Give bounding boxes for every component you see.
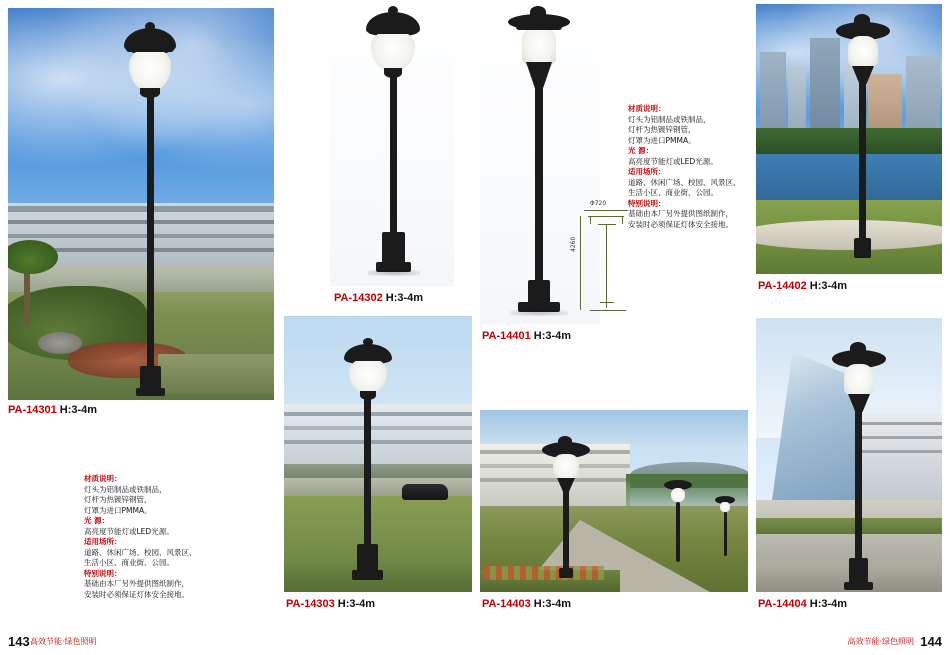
lamp-finial <box>363 338 373 346</box>
caption-pa-14402 <box>758 280 847 292</box>
spec-line: 生活小区、商业街、公园。 <box>628 188 718 197</box>
dimension-label-diameter: Φ720 <box>590 200 607 207</box>
lamp-base <box>382 232 405 266</box>
lamp-pole <box>676 502 680 562</box>
spec-line: 生活小区、商业街、公园。 <box>84 558 174 567</box>
spec-line: 道路、休闲广场、校园、风景区、 <box>628 177 741 187</box>
spec-line: 适用场所： <box>628 167 666 176</box>
lamp-illustration-mid <box>660 476 696 568</box>
spec-line: 灯杆为热镀锌钢管， <box>628 125 696 134</box>
lamp-base-foot <box>136 388 165 396</box>
lamp-finial <box>530 6 546 18</box>
spec-line: 适用场所： <box>84 537 122 546</box>
product-code: PA-14301 <box>8 404 57 416</box>
spec-line: 光 源： <box>628 146 654 155</box>
lamp-skirt <box>526 62 552 88</box>
lamp-finial <box>145 22 155 31</box>
caption-pa-14404 <box>758 598 847 610</box>
spec-line: 基础由本厂另外提供图纸制作， <box>84 579 189 588</box>
spec-line: 高亮度节能灯或LED光源。 <box>628 156 718 166</box>
lamp-diffuser <box>848 36 878 68</box>
product-photo-pa-14404 <box>756 318 942 592</box>
lamp-finial <box>854 14 870 26</box>
spec-line: 灯罩为进口PMMA。 <box>84 505 152 515</box>
spec-line: 材质说明： <box>628 104 666 113</box>
lamp-pole <box>859 82 866 240</box>
spec-line: 特别说明： <box>84 568 122 578</box>
spec-line: 特别说明： <box>628 198 666 208</box>
lamp-diffuser <box>553 454 579 480</box>
product-code: PA-14402 <box>758 280 807 292</box>
product-height: H:3-4m <box>809 280 848 292</box>
spec-line: 高亮度节能灯或LED光源。 <box>84 526 174 536</box>
dimension-label-height: 4260 <box>570 236 577 252</box>
product-code: PA-14403 <box>482 598 531 610</box>
product-photo-pa-14302 <box>330 4 454 286</box>
drawing-diffuser <box>598 224 616 225</box>
lamp-ring <box>368 28 418 34</box>
lamp-illustration <box>828 340 890 592</box>
lamp-ring <box>516 24 562 30</box>
lamp-illustration <box>502 4 580 322</box>
lamp-pole <box>364 398 371 546</box>
spec-line: 灯头为铝制品或铁制品， <box>84 484 167 494</box>
lamp-shadow <box>368 270 420 276</box>
drawing-hood-right <box>622 216 623 224</box>
spec-line: 光 源： <box>84 516 110 525</box>
lamp-base <box>559 568 573 578</box>
product-height: H:3-4m <box>533 330 572 342</box>
footer-tagline-right: 高效节能·绿色照明 <box>847 637 914 646</box>
page-number-right: 144 <box>920 634 942 649</box>
lamp-diffuser <box>349 358 387 394</box>
lamp-illustration <box>538 434 596 578</box>
product-code: PA-14303 <box>286 598 335 610</box>
lamp-finial <box>388 6 398 15</box>
lamp-pole <box>855 410 862 560</box>
lamp-diffuser <box>129 48 171 92</box>
caption-pa-14403 <box>482 598 571 610</box>
lamp-ring <box>126 46 174 52</box>
lamp-diffuser <box>720 502 730 512</box>
lamp-diffuser <box>671 488 685 502</box>
product-code: PA-14404 <box>758 598 807 610</box>
spec-line: 基础由本厂另外提供图纸制作， <box>628 209 733 218</box>
product-code: PA-14302 <box>334 292 383 304</box>
drawing-hood <box>588 216 624 217</box>
page-number-left: 143 <box>8 634 30 649</box>
product-height: H:3-4m <box>809 598 848 610</box>
dimension-line-top <box>584 210 628 211</box>
spec-line: 材质说明： <box>84 474 122 483</box>
lamp-base <box>854 238 871 258</box>
lamp-pole <box>147 96 154 370</box>
lamp-diffuser <box>371 30 415 72</box>
caption-pa-14401 <box>482 330 571 342</box>
lamp-finial <box>850 342 866 354</box>
spec-line: 灯罩为进口PMMA。 <box>628 135 696 145</box>
lamp-pole <box>535 86 543 282</box>
spec-line: 灯杆为热镀锌钢管， <box>84 495 152 504</box>
dimension-line-vertical <box>580 216 581 310</box>
drawing-pole <box>606 224 607 308</box>
product-photo-pa-14402 <box>756 4 942 274</box>
lamp-ring <box>346 356 390 361</box>
lamp-illustration <box>112 22 188 396</box>
lamp-illustration <box>832 12 894 264</box>
caption-pa-14301 <box>8 404 97 416</box>
product-height: H:3-4m <box>337 598 376 610</box>
lamp-illustration <box>358 6 430 282</box>
product-height: H:3-4m <box>385 292 424 304</box>
product-photo-pa-14303 <box>284 316 472 592</box>
spec-line: 安装时必须保证灯体安全接地。 <box>84 589 189 599</box>
drawing-base <box>600 302 614 303</box>
product-photo-pa-14403 <box>480 410 748 592</box>
lamp-pole <box>724 512 727 556</box>
lamp-finial <box>558 436 572 446</box>
product-photo-pa-14301 <box>8 8 274 400</box>
spec-line: 灯头为铝制品或铁制品， <box>628 114 711 124</box>
product-height: H:3-4m <box>59 404 98 416</box>
footer-tagline-left: 高效节能·绿色照明 <box>30 637 97 646</box>
caption-pa-14303 <box>286 598 375 610</box>
drawing-hood-left <box>590 216 591 224</box>
lamp-base-foot <box>352 570 383 580</box>
lamp-diffuser <box>522 26 556 66</box>
lamp-illustration-far <box>712 494 738 560</box>
lamp-pole <box>563 490 569 570</box>
drawing-ground <box>590 310 626 311</box>
spec-line: 道路、休闲广场、校园、风景区、 <box>84 547 197 557</box>
spec-block-left <box>84 474 259 600</box>
product-code: PA-14401 <box>482 330 531 342</box>
lamp-pole <box>390 76 397 234</box>
caption-pa-14302 <box>334 292 423 304</box>
lamp-illustration <box>336 338 402 586</box>
rock <box>38 332 82 354</box>
lamp-base-foot <box>844 582 873 590</box>
spec-line: 安装时必须保证灯体安全接地。 <box>628 219 733 229</box>
lamp-diffuser <box>844 364 874 396</box>
lamp-shadow <box>510 310 568 316</box>
car <box>402 484 448 500</box>
product-height: H:3-4m <box>533 598 572 610</box>
